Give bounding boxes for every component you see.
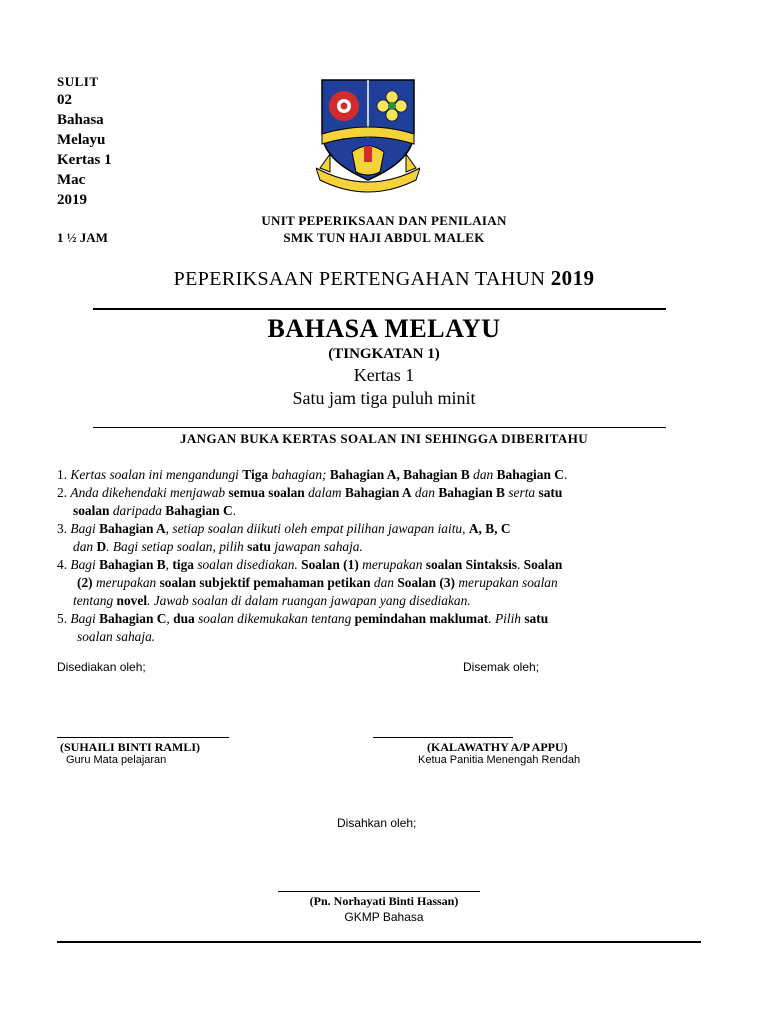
- footer-divider: [57, 941, 701, 943]
- checked-by-label: Disemak oleh;: [463, 660, 540, 674]
- preparer-signature-line: [57, 737, 229, 738]
- instruction-bold: soalan Sintaksis: [425, 557, 517, 572]
- instruction-text: Bagi: [70, 557, 96, 572]
- instruction-bold: Tiga: [242, 467, 269, 482]
- checker-name: (KALAWATHY A/P APPU): [427, 740, 568, 754]
- instruction-1: [57, 466, 697, 484]
- exam-info-block: [57, 74, 112, 210]
- instructions: [57, 466, 697, 646]
- instruction-text: Bagi: [70, 611, 96, 626]
- month-label: Mac: [57, 172, 86, 188]
- approved-by-label: Disahkan oleh;: [337, 816, 417, 830]
- instruction-text: Bagi: [70, 521, 96, 536]
- instruction-number: 3.: [57, 521, 68, 536]
- instruction-text: merupakan: [362, 557, 423, 572]
- subject-line-2: Melayu: [57, 132, 106, 148]
- prepared-by-label: Disediakan oleh;: [57, 660, 146, 674]
- instruction-bold: Bahagian A: [344, 485, 412, 500]
- instruction-text: dalam: [308, 485, 342, 500]
- paper-title: Kertas 1: [353, 365, 415, 385]
- approver-role: GKMP Bahasa: [344, 910, 424, 924]
- instruction-text: .: [516, 557, 521, 572]
- warning-text: JANGAN BUKA KERTAS SOALAN INI SEHINGGA DIBERITAHU: [179, 431, 588, 446]
- instruction-bold: satu: [247, 539, 271, 554]
- instruction-5: [57, 610, 697, 628]
- instruction-bold: satu: [524, 611, 549, 626]
- exam-year: 2019: [550, 266, 595, 290]
- instruction-bold: novel: [116, 593, 148, 608]
- instruction-text: bahagian;: [271, 467, 327, 482]
- instruction-text: dan: [414, 485, 435, 500]
- instruction-number: 1.: [57, 467, 68, 482]
- instruction-text: .: [232, 503, 237, 518]
- approver-signature-line: [278, 891, 480, 892]
- instruction-4-cont-2: [57, 592, 697, 610]
- instruction-5-cont: [57, 628, 697, 646]
- instruction-text: dan: [373, 575, 394, 590]
- instruction-text: serta: [508, 485, 536, 500]
- unit-line-1: UNIT PEPERIKSAAN DAN PENILAIAN: [261, 213, 507, 228]
- instruction-bold: Bahagian B: [99, 557, 166, 572]
- exam-code: 02: [57, 92, 72, 108]
- instruction-2: [57, 484, 697, 502]
- instruction-3: [57, 520, 697, 538]
- exam-title: [0, 266, 768, 291]
- instruction-text: dan: [473, 467, 494, 482]
- instruction-bold: A, B, C: [468, 521, 511, 536]
- instruction-bold: Bahagian B: [438, 485, 505, 500]
- instruction-bold: pemindahan maklumat: [354, 611, 489, 626]
- instruction-bold: (2): [77, 575, 93, 590]
- time-allowed: Satu jam tiga puluh minit: [292, 388, 476, 408]
- title-divider: [93, 308, 666, 310]
- preparer-name: (SUHAILI BINTI RAMLI): [60, 740, 201, 754]
- instruction-text: . Pilih: [488, 611, 521, 626]
- instruction-text: jawapan sahaja.: [274, 539, 363, 554]
- instruction-bold: Bahagian A, Bahagian B: [329, 467, 470, 482]
- instruction-text: Anda dikehendaki menjawab: [70, 485, 226, 500]
- sulit-label: SULIT: [57, 74, 99, 89]
- instruction-3-cont: [57, 538, 697, 556]
- instruction-bold: Soalan: [523, 557, 563, 572]
- instruction-number: 5.: [57, 611, 68, 626]
- instruction-bold: Soalan (3): [397, 575, 456, 590]
- instruction-text: daripada: [112, 503, 162, 518]
- exam-name: PEPERIKSAAN PERTENGAHAN TAHUN: [173, 268, 546, 290]
- instruction-bold: tiga: [172, 557, 194, 572]
- instruction-4-cont: [57, 574, 697, 592]
- instruction-text: tentang: [73, 593, 114, 608]
- paper-label: Kertas 1: [57, 152, 112, 168]
- instruction-4: [57, 556, 697, 574]
- school-crest-icon: [316, 76, 420, 200]
- instruction-bold: Bahagian A: [99, 521, 166, 536]
- instruction-text: .: [563, 467, 568, 482]
- school-name: SMK TUN HAJI ABDUL MALEK: [283, 230, 485, 245]
- preparer-role: Guru Mata pelajaran: [66, 754, 167, 766]
- instruction-bold: soalan subjektif pemahaman petikan: [159, 575, 371, 590]
- instruction-text: soalan sahaja.: [77, 629, 156, 644]
- instruction-bold: Bahagian C: [165, 503, 233, 518]
- instruction-text: soalan disediakan.: [197, 557, 298, 572]
- instruction-number: 2.: [57, 485, 68, 500]
- instruction-number: 4.: [57, 557, 68, 572]
- instruction-bold: Bahagian C: [99, 611, 167, 626]
- instruction-bold: dua: [173, 611, 195, 626]
- instruction-bold: semua soalan: [228, 485, 305, 500]
- instruction-text: merupakan soalan: [458, 575, 558, 590]
- instruction-text: . Jawab soalan di dalam ruangan jawapan yang disediakan.: [147, 593, 471, 608]
- instruction-2-cont: [57, 502, 697, 520]
- instruction-text: dan: [73, 539, 94, 554]
- approver-name: (Pn. Norhayati Binti Hassan): [309, 894, 459, 908]
- instruction-text: ,: [165, 557, 170, 572]
- instruction-bold: Soalan (1): [301, 557, 359, 572]
- instruction-text: , setiap soalan diikuti oleh empat pilihan jawapan iaitu,: [165, 521, 466, 536]
- instruction-text: merupakan: [95, 575, 157, 590]
- instruction-bold: soalan: [73, 503, 110, 518]
- duration-label: 1 ½ JAM: [57, 230, 108, 245]
- checker-role: Ketua Panitia Menengah Rendah: [418, 754, 581, 766]
- subject-line-1: Bahasa: [57, 112, 104, 128]
- year-label: 2019: [57, 192, 87, 208]
- instruction-text: Kertas soalan ini mengandungi: [70, 467, 239, 482]
- instruction-bold: Bahagian C: [496, 467, 564, 482]
- form-label: (TINGKATAN 1): [328, 346, 440, 362]
- instruction-text: . Bagi setiap soalan, pilih: [106, 539, 244, 554]
- instruction-text: ,: [166, 611, 170, 626]
- instruction-bold: satu: [538, 485, 563, 500]
- instruction-bold: D: [96, 539, 107, 554]
- instruction-text: soalan dikemukakan tentang: [198, 611, 352, 626]
- subject-title: BAHASA MELAYU: [267, 314, 501, 343]
- warning-divider: [93, 427, 666, 428]
- checker-signature-line: [373, 737, 513, 738]
